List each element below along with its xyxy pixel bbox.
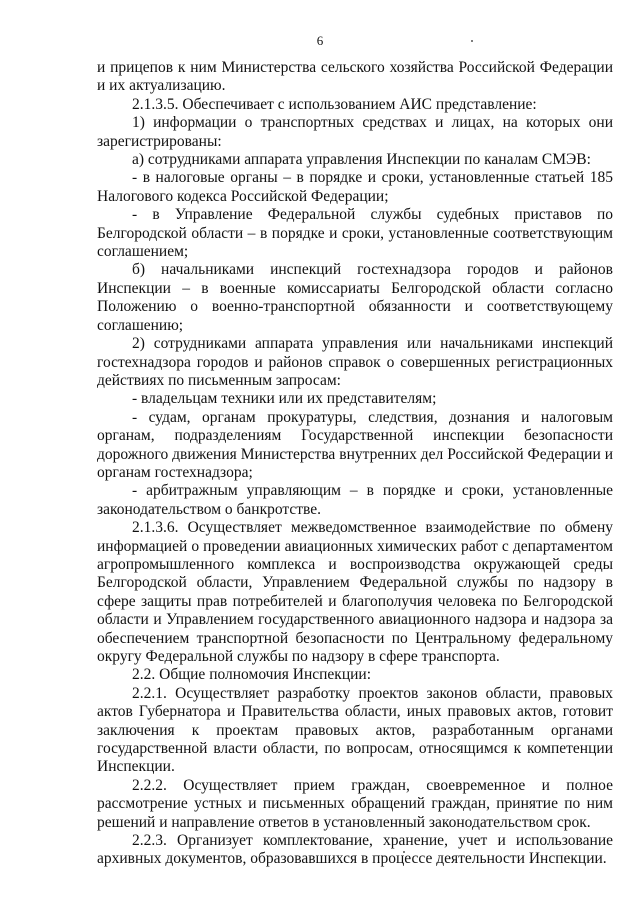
paragraph: 2.2.1. Осуществляет разработку проектов законов области, правовых актов Губернатора и Правительства области, иных правовых актов, готовит заключения к проектам правовых актов, разработанным органами государственной власти области, по вопросам, относящимся к компетенции Инспекции.: [97, 684, 613, 776]
paragraph: 2.1.3.5. Обеспечивает с использованием АИС представление:: [132, 95, 537, 113]
paragraph: 1) информации о транспортных средствах и лицах, на которых они зарегистрированы:: [97, 114, 613, 150]
paragraph: 2.1.3.6. Осуществляет межведомственное взаимодействие по обмену информацией о проведении авиационных химических работ с департаментом агропромышленного комплекса и воспроизводства окружающей среды Белгородской области, Управлением Федеральной службы по надзору в сфере защиты прав потребителей и благополучия человека по Белгородской области и Управлением государственного авиационного надзора и надзора за обеспечением транспортной безопасности по Центральному федеральному округу Федеральной службы по надзору в сфере транспорта.: [97, 519, 613, 665]
paragraph: 2.2.3. Организует комплектование, хранение, учет и использование архивных документов, образовавшихся в процессе деятельности Инспекции.: [97, 832, 613, 868]
paragraph: - арбитражным управляющим – в порядке и сроки, установленные законодательством о банкротстве.: [97, 482, 613, 518]
paragraph: - в налоговые органы – в порядке и сроки, установленные статьей 185 Налогового кодекса Российской Федерации;: [97, 169, 613, 205]
document-body: [97, 59, 613, 869]
page-number: 6: [316, 33, 324, 48]
paragraph: 2.2. Общие полномочия Инспекции:: [132, 666, 372, 684]
paragraph: и прицепов к ним Министерства сельского хозяйства Российской Федерации и их актуализацию.: [97, 59, 613, 95]
paragraph: 2) сотрудниками аппарата управления или начальниками инспекций гостехнадзора городов и районов справок о совершенных регистрационных действиях по письменным запросам:: [97, 335, 613, 389]
paragraph: - в Управление Федеральной службы судебных приставов по Белгородской области – в порядке и сроки, установленные соответствующим соглашением;: [97, 206, 613, 261]
scan-speck: [471, 40, 473, 42]
paragraph: - владельцам техники или их представителям;: [132, 390, 437, 408]
paragraph: а) сотрудниками аппарата управления Инспекции по каналам СМЭВ:: [132, 151, 591, 169]
paragraph: б) начальниками инспекций гостехнадзора городов и районов Инспекции – в военные комиссариаты Белгородской области согласно Положению о военно-транспортной обязанности и соответствующему соглашению;: [97, 261, 613, 334]
paragraph: 2.2.2. Осуществляет прием граждан, своевременное и полное рассмотрение устных и письменных обращений граждан, принятие по ним решений и направление ответов в установленный законодательством срок.: [97, 776, 613, 831]
paragraph: - судам, органам прокуратуры, следствия, дознания и налоговым органам, подразделениям Государственной инспекции безопасности дорожного движения Министерства внутренних дел Российской Федерации и органам гостехнадзора;: [97, 408, 613, 481]
